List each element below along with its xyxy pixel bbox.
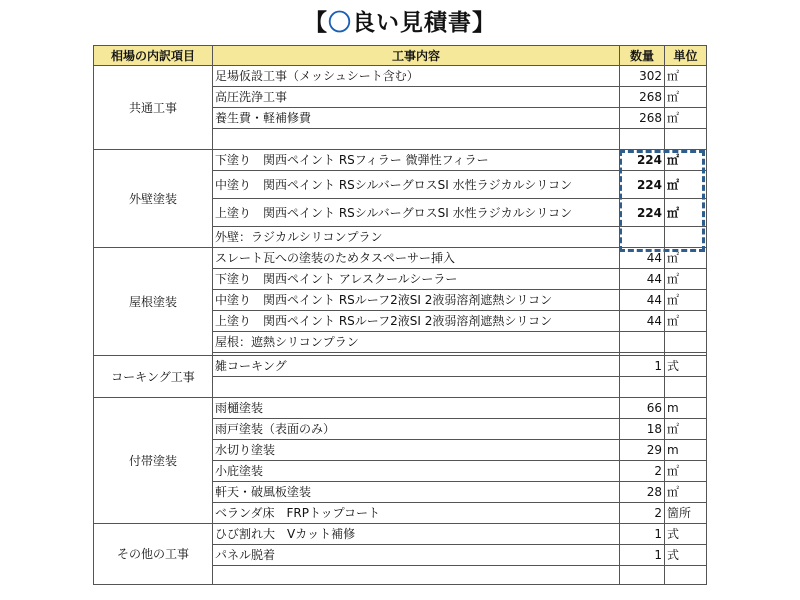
item-unit: ㎡ — [665, 419, 707, 440]
item-unit: ㎡ — [665, 87, 707, 108]
item-unit: ㎡ — [665, 150, 707, 171]
item-content: 雨樋塗装 — [213, 398, 620, 419]
item-qty: 1 — [620, 524, 665, 545]
empty-cell — [665, 377, 707, 398]
category-common: 共通工事 — [94, 66, 213, 150]
item-qty: 2 — [620, 503, 665, 524]
item-content: 上塗り 関西ペイント RSシルバーグロスSI 水性ラジカルシリコン — [213, 199, 620, 227]
item-unit: ㎡ — [665, 482, 707, 503]
item-content: 下塗り 関西ペイント RSフィラー 微弾性フィラー — [213, 150, 620, 171]
item-unit: ㎡ — [665, 311, 707, 332]
item-qty: 29 — [620, 440, 665, 461]
estimate-table — [93, 45, 707, 585]
item-unit: 式 — [665, 545, 707, 566]
circle-mark: 〇 — [328, 10, 352, 36]
item-qty: 44 — [620, 269, 665, 290]
item-content: 下塗り 関西ペイント アレスクールシーラー — [213, 269, 620, 290]
header-qty: 数量 — [620, 46, 665, 66]
item-qty: 1 — [620, 356, 665, 377]
empty-cell — [665, 227, 707, 248]
empty-cell — [620, 129, 665, 150]
table-header — [94, 46, 707, 66]
item-unit: ㎡ — [665, 248, 707, 269]
item-qty: 44 — [620, 290, 665, 311]
empty-cell — [665, 566, 707, 585]
item-content: 上塗り 関西ペイント RSルーフ2液SI 2液弱溶剤遮熱シリコン — [213, 311, 620, 332]
item-qty: 268 — [620, 87, 665, 108]
item-unit: m — [665, 440, 707, 461]
table-row — [94, 66, 707, 87]
item-unit: 式 — [665, 524, 707, 545]
item-content: 養生費・軽補修費 — [213, 108, 620, 129]
item-unit: ㎡ — [665, 290, 707, 311]
item-unit: ㎡ — [665, 108, 707, 129]
item-content: ひび割れ大 Vカット補修 — [213, 524, 620, 545]
item-content: スレート瓦への塗装のためタスペーサー挿入 — [213, 248, 620, 269]
item-content: パネル脱着 — [213, 545, 620, 566]
item-content: 軒天・破風板塗装 — [213, 482, 620, 503]
item-content: 小庇塗装 — [213, 461, 620, 482]
item-unit: ㎡ — [665, 199, 707, 227]
item-unit: ㎡ — [665, 461, 707, 482]
item-unit: ㎡ — [665, 269, 707, 290]
page-title — [0, 4, 800, 37]
title-text: 良い見積書 — [352, 10, 472, 36]
item-qty: 66 — [620, 398, 665, 419]
item-qty: 224 — [620, 171, 665, 199]
item-content: ベランダ床 FRPトップコート — [213, 503, 620, 524]
item-qty: 302 — [620, 66, 665, 87]
header-content: 工事内容 — [213, 46, 620, 66]
plan-label: 屋根：遮熱シリコンプラン — [213, 332, 620, 353]
item-qty: 18 — [620, 419, 665, 440]
item-qty: 268 — [620, 108, 665, 129]
item-content: 中塗り 関西ペイント RSルーフ2液SI 2液弱溶剤遮熱シリコン — [213, 290, 620, 311]
item-qty: 224 — [620, 150, 665, 171]
item-content: 雨戸塗装（表面のみ） — [213, 419, 620, 440]
category-exterior: 外壁塗装 — [94, 150, 213, 248]
category-roof: 屋根塗装 — [94, 248, 213, 356]
category-caulking: コーキング工事 — [94, 356, 213, 398]
item-unit: ㎡ — [665, 171, 707, 199]
item-content: 中塗り 関西ペイント RSシルバーグロスSI 水性ラジカルシリコン — [213, 171, 620, 199]
table-row — [94, 524, 707, 545]
empty-cell — [665, 129, 707, 150]
title-bracket-close: 】 — [472, 10, 496, 36]
item-content: 水切り塗装 — [213, 440, 620, 461]
item-content: 雑コーキング — [213, 356, 620, 377]
item-qty: 224 — [620, 199, 665, 227]
header-unit: 単位 — [665, 46, 707, 66]
item-unit: ㎡ — [665, 66, 707, 87]
table-row — [94, 150, 707, 171]
table-row — [94, 248, 707, 269]
empty-cell — [620, 566, 665, 585]
table-row — [94, 356, 707, 377]
header-category: 相場の内訳項目 — [94, 46, 213, 66]
title-bracket-open: 【 — [304, 10, 328, 36]
empty-cell — [213, 566, 620, 585]
item-qty: 44 — [620, 248, 665, 269]
plan-label: 外壁：ラジカルシリコンプラン — [213, 227, 620, 248]
item-unit: 式 — [665, 356, 707, 377]
category-other: その他の工事 — [94, 524, 213, 585]
empty-cell — [620, 227, 665, 248]
item-content: 足場仮設工事（メッシュシート含む） — [213, 66, 620, 87]
table-row — [94, 398, 707, 419]
item-qty: 2 — [620, 461, 665, 482]
item-qty: 44 — [620, 311, 665, 332]
item-content: 高圧洗浄工事 — [213, 87, 620, 108]
category-accessory: 付帯塗装 — [94, 398, 213, 524]
empty-cell — [620, 377, 665, 398]
empty-cell — [665, 332, 707, 353]
empty-cell — [213, 129, 620, 150]
empty-cell — [620, 332, 665, 353]
empty-cell — [213, 377, 620, 398]
item-qty: 28 — [620, 482, 665, 503]
item-qty: 1 — [620, 545, 665, 566]
item-unit: 箇所 — [665, 503, 707, 524]
item-unit: m — [665, 398, 707, 419]
